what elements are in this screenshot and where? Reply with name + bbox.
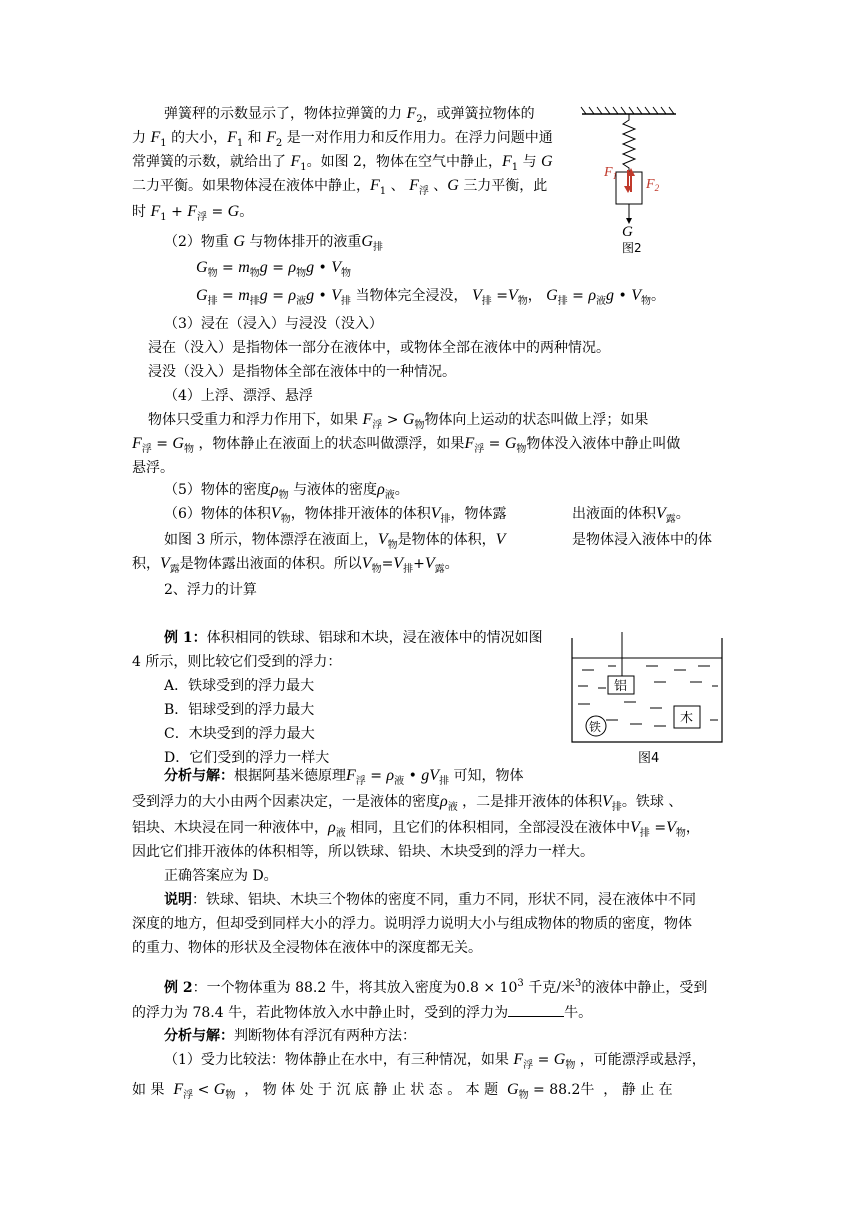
ex1-note-line2: 深度的地方，但却受到同样大小的浮力。说明浮力说明大小与组成物体的物质的密度，物体 [132, 916, 692, 932]
fig3-line1-right: 是物体浸入液体中的体 [572, 532, 712, 548]
ex1-analysis-line2: 受到浮力的大小由两个因素决定，一是液体的密度$\rho_液$ ，二是排开液体的体积$V_排$。铁球 、 [132, 793, 683, 813]
section-calc-title: 2、浮力的计算 [164, 582, 257, 598]
s6-line-right: 出液面的体积$V_露$。 [572, 505, 690, 525]
fig3-line1: 如图 3 所示，物体漂浮在液面上，$V_物$是物体的体积，V [164, 531, 506, 551]
para1-line5: 时 $F_1 + F_浮 = G$。 [132, 203, 254, 223]
fig2-label-g: G [622, 224, 633, 240]
ex1-analysis-line4: 因此它们排开液体的体积相等，所以铁球、铅块、木块受到的浮力一样大。 [132, 844, 594, 860]
para1-line1: 弹簧秤的示数显示了，物体拉弹簧的力 $F_2$，或弹簧拉物体的 [164, 105, 535, 125]
fig4-caption: 图4 [638, 751, 660, 766]
s5-line: （5）物体的密度$\rho_物$ 与液体的密度$\rho_液$。 [164, 481, 409, 501]
ex2-method1-line2: 如 果 $F_浮 < G_物$ ， 物 体 处 于 沉 底 静 止 状 态 。 本 题 $G_物 = 88.2$牛 ， 静 止 在 [132, 1081, 673, 1101]
ex1-analysis-line1: 分析与解：根据阿基米德原理$F_浮 = \rho_液$ • $gV_排$ 可知，物体 [164, 767, 524, 787]
ex2-analysis-head: 分析与解：判断物体有浮沉有两种方法： [164, 1028, 416, 1044]
para1-line3: 常弹簧的示数，就给出了 $F_1$。如图 2，物体在空气中静止，$F_1$ 与 G [132, 153, 553, 173]
para1-line2: 力 $F_1$ 的大小，$F_1$ 和 $F_2$ 是一对作用力和反作用力。在浮力问题中通 [132, 129, 553, 149]
s4-line1: 物体只受重力和浮力作用下，如果 $F_浮 > G_物$物体向上运动的状态叫做上浮；如果 [148, 411, 649, 431]
s4-line2: $F_浮 = G_物$ ，物体静止在液面上的状态叫做漂浮，如果$F_浮 = G_物$物体没入液体中静止叫做 [132, 435, 681, 455]
s3-line2: 浸没（没入）是指物体全部在液体中的一种情况。 [148, 364, 456, 380]
fig2-label-f2: $F_2$ [646, 177, 660, 193]
ex1-analysis-line3: 铝块、木块浸在同一种液体中，$\rho_液$ 相同，且它们的体积相同，全部浸没在液体中$V_排 =V_物$， [132, 819, 700, 839]
s2-title: （2）物重 G 与物体排开的液重$G_排$ [164, 233, 383, 253]
ex1-note-line1: 说明：铁球、铝块、木块三个物体的密度不同，重力不同，形状不同，浸在液体中不同 [164, 892, 696, 908]
ex2-line2: 的浮力为 78.4 牛，若此物体放入水中静止时，受到的浮力为 牛。 [132, 1002, 592, 1023]
ex2-line1: 例 2：一个物体重为 88.2 牛，将其放入密度为$0.8 \times 10^3$ 千克/米$^3$的液体中静止，受到 [164, 978, 708, 996]
ex1-option-b: B．铝球受到的浮力最大 [164, 702, 315, 718]
fig4-label-aluminum: 铝 [614, 679, 628, 694]
s3-line1: 浸在（没入）是指物体一部分在液体中，或物体全部在液体中的两种情况。 [148, 340, 610, 356]
figure-4-container-diagram [570, 630, 726, 768]
s2-eq2: $G_排 = m_排g = \rho_液g$ • $V_排$ 当物体完全浸没， $V_排 =V_物$， $G_排 = \rho_液g$ • $V_物$。 [196, 287, 665, 307]
ex1-line1: 例 1：体积相同的铁球、铝球和木块，浸在液体中的情况如图 [164, 630, 543, 646]
para1-line4: 二力平衡。如果物体浸在液体中静止，$F_1$ 、 $F_浮$ 、G 三力平衡，此 [132, 177, 548, 197]
s2-eq1: $G_物 = m_物g = \rho_物g$ • $V_物$ [196, 259, 352, 279]
s3-title: （3）浸在（浸入）与浸没（没入） [164, 316, 383, 332]
ex1-option-a: A．铁球受到的浮力最大 [164, 678, 315, 694]
fig2-caption: 图2 [622, 241, 642, 255]
ex2-answer-blank [508, 1002, 564, 1017]
fig4-label-iron: 铁 [589, 720, 602, 734]
fig2-label-f1: $F_1$ [604, 165, 618, 181]
figure-2-spring-diagram [576, 106, 686, 260]
s6-line: （6）物体的体积$V_物$，物体排开液体的体积$V_排$，物体露 [164, 505, 507, 525]
ex2-method1-line1: （1）受力比较法：物体静止在水中，有三种情况，如果 $F_浮 = G_物$ ，可能漂浮或悬浮， [164, 1051, 706, 1071]
ex1-note-line3: 的重力、物体的形状及全浸物体在液体中的深度都无关。 [132, 940, 482, 956]
s4-line3: 悬浮。 [132, 460, 174, 476]
ex1-line2: 4 所示，则比较它们受到的浮力： [132, 654, 342, 670]
ex1-answer: 正确答案应为 D。 [164, 868, 278, 884]
fig4-label-wood: 木 [680, 711, 694, 726]
fig3-line2: 积，$V_露$是物体露出液面的体积。所以$V_物=V_排+V_露$。 [132, 555, 459, 575]
ex1-option-d: D．它们受到的浮力一样大 [164, 750, 330, 766]
ex1-option-c: C．木块受到的浮力最大 [164, 726, 315, 742]
s4-title: （4）上浮、漂浮、悬浮 [164, 388, 313, 404]
